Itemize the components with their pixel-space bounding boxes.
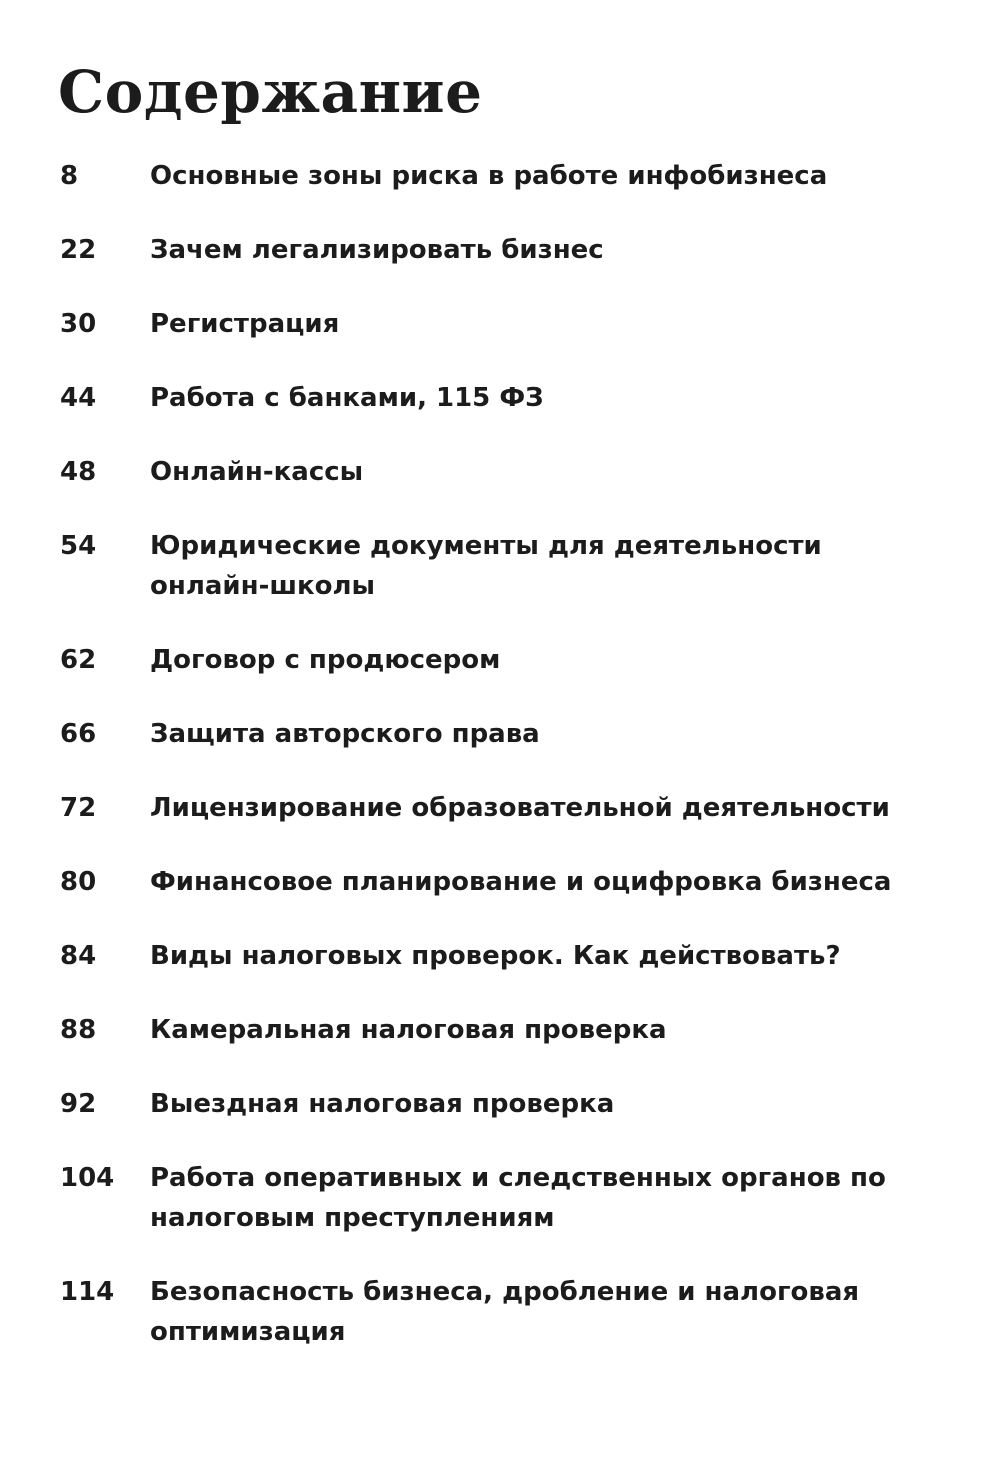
toc-page-number: 104 — [60, 1163, 115, 1193]
toc-page-number: 62 — [60, 645, 97, 675]
toc-entry-title: Зачем легализировать бизнес — [150, 235, 604, 265]
toc-entry — [60, 378, 960, 418]
toc-entry — [60, 640, 960, 680]
toc-page-number: 92 — [60, 1089, 97, 1119]
toc-entry-title: Лицензирование образовательной деятельности — [150, 793, 890, 823]
toc-entry — [60, 1010, 960, 1050]
toc-entry — [60, 788, 960, 828]
toc-page-number: 44 — [60, 383, 97, 413]
toc-entry-title: Работа с банками, 115 ФЗ — [150, 383, 544, 413]
toc-entry-title: Камеральная налоговая проверка — [150, 1015, 667, 1045]
table-of-contents — [60, 156, 960, 1386]
toc-entry-title: Защита авторского права — [150, 719, 540, 749]
toc-entry — [60, 862, 960, 902]
toc-entry-title: Безопасность бизнеса, дробление и налоговая оптимизация — [150, 1277, 860, 1347]
toc-entry — [60, 230, 960, 270]
toc-entry-title: Выездная налоговая проверка — [150, 1089, 615, 1119]
toc-entry-title: Онлайн-кассы — [150, 457, 364, 487]
toc-entry — [60, 452, 960, 492]
toc-entry-title: Основные зоны риска в работе инфобизнеса — [150, 161, 828, 191]
toc-page-number: 84 — [60, 941, 97, 971]
toc-entry-title: Договор с продюсером — [150, 645, 501, 675]
toc-entry-title: Работа оперативных и следственных органов по налоговым преступлениям — [150, 1163, 886, 1233]
toc-page-number: 8 — [60, 161, 79, 191]
toc-entry — [60, 1158, 960, 1238]
toc-entry — [60, 936, 960, 976]
toc-entry — [60, 714, 960, 754]
toc-page-number: 54 — [60, 531, 97, 561]
toc-entry-title: Финансовое планирование и оцифровка бизнеса — [150, 867, 892, 897]
toc-page-number: 72 — [60, 793, 97, 823]
toc-page-number: 88 — [60, 1015, 97, 1045]
toc-entry — [60, 1084, 960, 1124]
page-title: Содержание — [58, 58, 483, 126]
toc-entry — [60, 156, 960, 196]
toc-entry-title: Виды налоговых проверок. Как действовать? — [150, 941, 841, 971]
toc-page-number: 80 — [60, 867, 97, 897]
toc-page-number: 114 — [60, 1277, 115, 1307]
toc-entry — [60, 1272, 960, 1352]
toc-entry — [60, 526, 960, 606]
toc-entry-title: Юридические документы для деятельности онлайн-школы — [150, 531, 822, 601]
toc-page-number: 66 — [60, 719, 97, 749]
toc-page-number: 22 — [60, 235, 97, 265]
toc-entry — [60, 304, 960, 344]
toc-entry-title: Регистрация — [150, 309, 340, 339]
toc-page-number: 48 — [60, 457, 97, 487]
toc-page-number: 30 — [60, 309, 97, 339]
